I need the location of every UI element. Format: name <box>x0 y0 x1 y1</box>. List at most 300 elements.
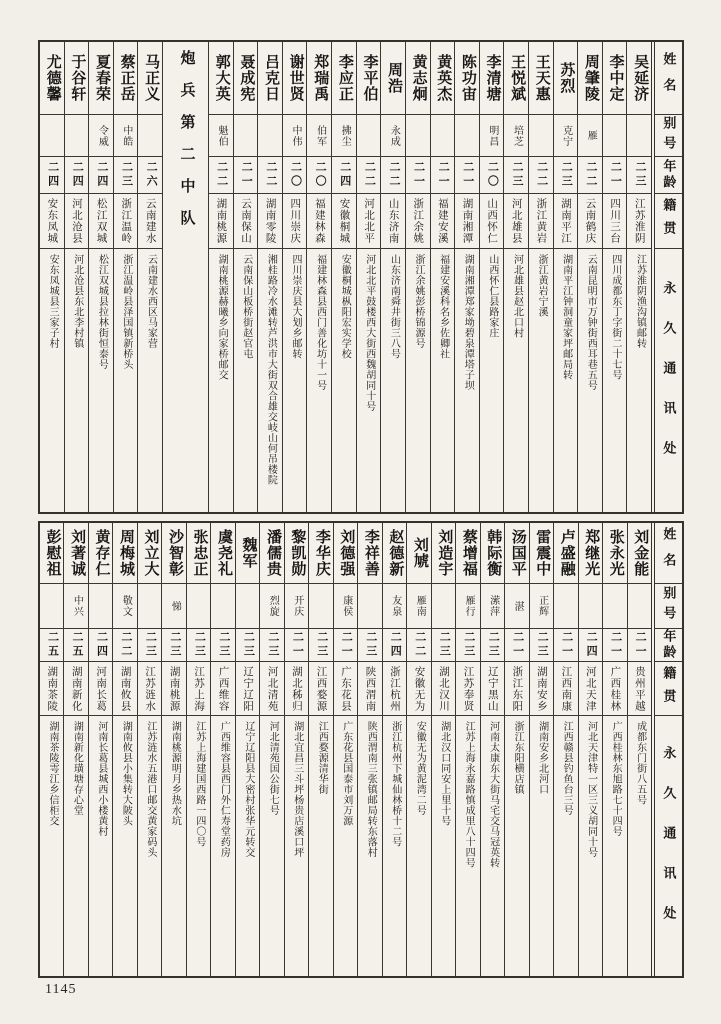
age-cell: 二一 <box>603 629 626 662</box>
age-cell: 二二 <box>113 629 136 662</box>
native-cell: 山西怀仁 <box>480 194 504 249</box>
age-cell: 二三 <box>138 629 161 662</box>
address-cell: 广西桂林东旭路七十四号 <box>610 721 622 837</box>
age-cell: 二四 <box>89 157 113 194</box>
person-column <box>627 523 651 976</box>
native-cell: 湖南零陵 <box>258 194 282 249</box>
age-cell: 二一 <box>285 629 308 662</box>
address-cell: 安东凤城县三家子村 <box>47 254 59 349</box>
person-column <box>356 42 381 512</box>
hao-cell: 令威 <box>89 115 113 157</box>
hao-cell: 雁 <box>578 115 602 157</box>
hao-cell <box>432 584 455 629</box>
native-cell: 贵州平越 <box>628 662 651 716</box>
name-cell: 黄英杰 <box>431 42 455 115</box>
age-cell: 二二 <box>529 157 553 194</box>
person-column <box>137 523 161 976</box>
address-cell: 河南长葛县城西小楼黄村 <box>95 721 107 837</box>
native-cell: 云南鹤庆 <box>578 194 602 249</box>
age-cell: 二六 <box>138 157 162 194</box>
address-cell: 云南建水西区马家营 <box>145 254 157 349</box>
native-cell: 河北北平 <box>357 194 381 249</box>
person-column <box>63 523 87 976</box>
header-age-label: 年龄 <box>655 157 682 194</box>
person-column <box>88 523 112 976</box>
name-cell: 刘虓 <box>407 523 430 584</box>
native-cell: 浙江杭州 <box>383 662 406 716</box>
name-cell: 王悦斌 <box>504 42 528 115</box>
header-native-label: 籍贯 <box>655 662 682 716</box>
hao-cell: 康侯 <box>334 584 357 629</box>
name-cell: 蔡正岳 <box>114 42 138 115</box>
address-cell: 云南昆明市万钟街西耳巷五号 <box>585 254 597 391</box>
person-column <box>64 42 89 512</box>
name-cell: 黄存仁 <box>89 523 112 584</box>
age-cell: 二四 <box>332 157 356 194</box>
name-cell: 李平伯 <box>357 42 381 115</box>
person-column <box>504 523 528 976</box>
person-column <box>257 42 282 512</box>
hao-cell <box>627 115 651 157</box>
hao-cell <box>211 584 234 629</box>
age-cell: 二一 <box>455 157 479 194</box>
hao-cell: 中伟 <box>283 115 307 157</box>
person-column <box>430 42 455 512</box>
header-address-label: 永久通讯处 <box>661 746 677 946</box>
native-cell: 四川三台 <box>603 194 627 249</box>
native-cell: 广东花县 <box>334 662 357 716</box>
hao-cell <box>431 115 455 157</box>
age-cell: 二三 <box>187 629 210 662</box>
name-cell: 郑瑞禹 <box>307 42 331 115</box>
age-cell: 二三 <box>114 157 138 194</box>
age-cell: 二四 <box>383 629 406 662</box>
address-cell: 江西婺源清华街 <box>316 721 328 795</box>
native-cell: 云南保山 <box>234 194 258 249</box>
native-cell: 河北清苑 <box>260 662 283 716</box>
header-hao-label: 别号 <box>655 584 682 629</box>
native-cell: 福建林森 <box>307 194 331 249</box>
native-cell: 陕西渭南 <box>358 662 381 716</box>
hao-cell: 魁伯 <box>209 115 233 157</box>
name-cell: 马正义 <box>138 42 162 115</box>
person-column <box>577 42 602 512</box>
name-cell: 李中定 <box>603 42 627 115</box>
hao-cell <box>358 584 381 629</box>
age-cell: 二三 <box>504 157 528 194</box>
hao-cell <box>603 115 627 157</box>
name-cell: 魏军 <box>236 523 259 584</box>
person-column <box>282 42 307 512</box>
age-cell: 二四 <box>89 629 112 662</box>
header-name-label: 姓名 <box>655 42 682 115</box>
hao-cell: 开庆 <box>285 584 308 629</box>
name-cell: 尤德馨 <box>40 42 64 115</box>
age-cell: 二二 <box>578 157 602 194</box>
native-cell: 浙江黄岩 <box>529 194 553 249</box>
name-cell: 刘立大 <box>138 523 161 584</box>
age-cell: 二三 <box>432 629 455 662</box>
page-number: 1145 <box>45 982 77 997</box>
native-cell: 江苏淮阴 <box>627 194 651 249</box>
native-cell: 辽宁辽阳 <box>236 662 259 716</box>
name-cell: 李应正 <box>332 42 356 115</box>
person-column <box>455 523 479 976</box>
age-cell: 二三 <box>481 629 504 662</box>
hao-cell <box>40 115 64 157</box>
name-cell: 郑继光 <box>579 523 602 584</box>
address-cell: 江苏上海永嘉路慎成里八十四号 <box>463 721 475 868</box>
age-cell: 二三 <box>211 629 234 662</box>
person-column <box>528 42 553 512</box>
person-column <box>88 42 113 512</box>
name-cell: 黎凯勋 <box>285 523 308 584</box>
roster-table-bottom <box>38 521 684 978</box>
hao-cell: 克宁 <box>554 115 578 157</box>
name-cell: 于谷轩 <box>65 42 89 115</box>
name-cell: 彭慰祖 <box>40 523 63 584</box>
native-cell: 广西维容 <box>211 662 234 716</box>
hao-cell <box>65 115 89 157</box>
person-column <box>553 523 577 976</box>
header-age-label: 年龄 <box>655 629 682 662</box>
name-cell: 雷震中 <box>530 523 553 584</box>
address-cell: 四川成都东丁字街二十七号 <box>609 254 621 380</box>
address-cell: 浙江黄岩宁溪 <box>536 254 548 317</box>
name-cell: 吕克日 <box>258 42 282 115</box>
header-native-label: 籍贯 <box>655 194 682 249</box>
hao-cell <box>554 584 577 629</box>
name-cell: 刘造宇 <box>432 523 455 584</box>
native-cell: 湖南新化 <box>64 662 87 716</box>
age-cell: 二三 <box>309 629 332 662</box>
native-cell: 安东凤城 <box>40 194 64 249</box>
age-cell: 二五 <box>40 629 63 662</box>
hao-cell <box>603 584 626 629</box>
address-cell: 浙江东阳横店镇 <box>512 721 524 795</box>
hao-cell: 雁南 <box>407 584 430 629</box>
address-cell: 河北沧县东北李村镇 <box>71 254 83 349</box>
person-column <box>113 42 138 512</box>
hao-cell: 伯军 <box>307 115 331 157</box>
age-cell: 二四 <box>65 157 89 194</box>
address-cell: 河北雄县赵北口村 <box>511 254 523 338</box>
address-cell: 福建安溪科名乡佐卿社 <box>437 254 449 359</box>
hao-cell <box>357 115 381 157</box>
hao-cell: 潆萍 <box>481 584 504 629</box>
unit-label: 炮兵第二中队 <box>178 50 195 242</box>
age-cell: 二一 <box>234 157 258 194</box>
native-cell: 河南长葛 <box>89 662 112 716</box>
native-cell: 湖南安乡 <box>530 662 553 716</box>
person-column <box>333 523 357 976</box>
address-cell: 湘桂路冷水滩转芦洪市大街双合雄交岐山何吊楼院 <box>265 254 277 485</box>
person-column <box>40 42 64 512</box>
age-cell: 二二 <box>381 157 405 194</box>
hao-cell <box>628 584 651 629</box>
address-cell: 湖南桃源明月乡热水坑 <box>169 721 181 826</box>
native-cell: 山东济南 <box>381 194 405 249</box>
hao-cell: 雁行 <box>456 584 479 629</box>
person-column <box>529 523 553 976</box>
age-cell: 二三 <box>456 629 479 662</box>
age-cell: 二二 <box>258 157 282 194</box>
address-cell: 河北天津特一区三义胡同十号 <box>585 721 597 858</box>
native-cell: 安徽无为 <box>407 662 430 716</box>
name-cell: 赵德新 <box>383 523 406 584</box>
person-column <box>137 42 162 512</box>
person-column <box>306 42 331 512</box>
address-cell: 广西维容县西门外仁寿堂药房 <box>218 721 230 858</box>
person-column <box>112 523 136 976</box>
address-cell: 河北清苑国公街七号 <box>267 721 279 816</box>
hao-cell <box>187 584 210 629</box>
name-cell: 韩际衡 <box>481 523 504 584</box>
native-cell: 辽宁黑山 <box>481 662 504 716</box>
native-cell: 安徽桐城 <box>332 194 356 249</box>
address-cell: 山东济南舜井街三八号 <box>388 254 400 359</box>
name-cell: 卢盛融 <box>554 523 577 584</box>
hao-cell: 永成 <box>381 115 405 157</box>
person-column <box>284 523 308 976</box>
person-column <box>331 42 356 512</box>
native-cell: 云南建水 <box>138 194 162 249</box>
name-cell: 谢世贤 <box>283 42 307 115</box>
hao-cell <box>234 115 258 157</box>
hao-cell: 中兴 <box>64 584 87 629</box>
address-cell: 四川崇庆县大划乡邮转 <box>289 254 301 359</box>
hao-cell <box>40 584 63 629</box>
person-column <box>259 523 283 976</box>
hao-cell <box>89 584 112 629</box>
native-cell: 湖南湘潭 <box>455 194 479 249</box>
address-cell: 湖南茶陵雩江乡信柜交 <box>46 721 58 826</box>
address-cell: 辽宁辽阳县大密村张华元转交 <box>242 721 254 858</box>
native-cell: 广西桂林 <box>603 662 626 716</box>
native-cell: 江苏上海 <box>187 662 210 716</box>
native-cell: 浙江东阳 <box>505 662 528 716</box>
name-cell: 李祥善 <box>358 523 381 584</box>
address-cell: 河南太康东大街马宅交马冠英转 <box>487 721 499 868</box>
name-cell: 夏春荣 <box>89 42 113 115</box>
native-cell: 江西婺源 <box>309 662 332 716</box>
name-cell: 刘著诚 <box>64 523 87 584</box>
hao-cell: 湛 <box>505 584 528 629</box>
age-cell: 二一 <box>603 157 627 194</box>
person-column <box>380 42 405 512</box>
person-column <box>235 523 259 976</box>
person-column <box>553 42 578 512</box>
person-column <box>479 42 504 512</box>
hao-cell <box>579 584 602 629</box>
header-column <box>651 42 682 512</box>
name-cell: 郭大英 <box>209 42 233 115</box>
age-cell: 二三 <box>162 629 185 662</box>
native-cell: 江西南康 <box>554 662 577 716</box>
person-column <box>602 42 627 512</box>
age-cell: 二三 <box>236 629 259 662</box>
native-cell: 湖南平江 <box>554 194 578 249</box>
address-cell: 湖南平江钟洞童家坪邮局转 <box>560 254 572 380</box>
native-cell: 江苏奉贤 <box>456 662 479 716</box>
address-cell: 江西赣县钓鱼台三号 <box>561 721 573 816</box>
roster-table-top <box>38 40 684 514</box>
name-cell: 汤国平 <box>505 523 528 584</box>
name-cell: 陈功宙 <box>455 42 479 115</box>
age-cell: 二一 <box>505 629 528 662</box>
address-cell: 安徽桐城枞阳宏实学校 <box>339 254 351 359</box>
address-cell: 云南保山板桥街赵官屯 <box>240 254 252 359</box>
person-column <box>210 523 234 976</box>
name-cell: 蔡增福 <box>456 523 479 584</box>
person-column <box>480 523 504 976</box>
name-cell: 李清塘 <box>480 42 504 115</box>
address-cell: 湖北宜昌三斗坪杨贵店溪口坪 <box>291 721 303 858</box>
address-cell: 山西怀仁县路家庄 <box>486 254 498 338</box>
age-cell: 二二 <box>407 629 430 662</box>
address-cell: 福建林森县西门善化坊十一号 <box>314 254 326 391</box>
native-cell: 松江双城 <box>89 194 113 249</box>
hao-cell: 烈旋 <box>260 584 283 629</box>
address-cell: 湖北汉口同安上里十号 <box>438 721 450 826</box>
name-cell: 张永光 <box>603 523 626 584</box>
age-cell: 二三 <box>554 157 578 194</box>
age-cell: 二三 <box>627 157 651 194</box>
name-cell: 潘儒贵 <box>260 523 283 584</box>
address-cell: 江苏上海建国西路一四〇号 <box>193 721 205 847</box>
age-cell: 二一 <box>334 629 357 662</box>
hao-cell: 友泉 <box>383 584 406 629</box>
address-cell: 成都东门街八五号 <box>634 721 646 805</box>
name-cell: 聂成宪 <box>234 42 258 115</box>
age-cell: 二四 <box>579 629 602 662</box>
person-column <box>208 42 233 512</box>
name-cell: 王天惠 <box>529 42 553 115</box>
native-cell: 福建安溪 <box>431 194 455 249</box>
age-cell: 二三 <box>358 629 381 662</box>
native-cell: 河北雄县 <box>504 194 528 249</box>
name-cell: 黄志炯 <box>406 42 430 115</box>
name-cell: 周梅城 <box>113 523 136 584</box>
age-cell: 二一 <box>431 157 455 194</box>
address-cell: 江苏淮阴渔沟镇邮转 <box>634 254 646 349</box>
age-cell: 二〇 <box>283 157 307 194</box>
name-cell: 沙智彰 <box>162 523 185 584</box>
address-cell: 河北北平鼓楼西大街西魏胡同十号 <box>363 254 375 412</box>
hao-cell <box>138 115 162 157</box>
name-cell: 周浩 <box>381 42 405 115</box>
person-column <box>626 42 651 512</box>
age-cell: 二二 <box>209 157 233 194</box>
hao-cell <box>236 584 259 629</box>
name-cell: 张忠正 <box>187 523 210 584</box>
person-column <box>602 523 626 976</box>
person-column <box>431 523 455 976</box>
person-column <box>578 523 602 976</box>
name-cell: 苏烈 <box>554 42 578 115</box>
header-column <box>651 523 682 976</box>
address-cell: 湖南湘潭郑家坳碧泉潭塔子坝 <box>462 254 474 391</box>
person-column <box>233 42 258 512</box>
hao-cell <box>309 584 332 629</box>
hao-cell <box>258 115 282 157</box>
person-column <box>357 523 381 976</box>
native-cell: 浙江温岭 <box>114 194 138 249</box>
hao-cell: 悌 <box>162 584 185 629</box>
age-cell: 二四 <box>40 157 64 194</box>
name-cell: 虞尧礼 <box>211 523 234 584</box>
address-cell: 湖南安乡北河口 <box>536 721 548 795</box>
age-cell: 二三 <box>530 629 553 662</box>
age-cell: 二〇 <box>307 157 331 194</box>
native-cell: 湖南桃源 <box>209 194 233 249</box>
person-column <box>406 523 430 976</box>
person-column <box>503 42 528 512</box>
hao-cell <box>529 115 553 157</box>
native-cell: 四川崇庆 <box>283 194 307 249</box>
address-cell: 湖南桃源赫曦乡向家桥邮交 <box>216 254 228 380</box>
header-name-label: 姓名 <box>655 523 682 584</box>
native-cell: 湖北汉川 <box>432 662 455 716</box>
person-column <box>186 523 210 976</box>
header-hao-label: 别号 <box>655 115 682 157</box>
name-cell: 李华庆 <box>309 523 332 584</box>
address-cell: 湖南新化璜塘存心堂 <box>71 721 83 816</box>
hao-cell: 培芝 <box>504 115 528 157</box>
address-cell: 广东花县国泰市刘万源 <box>340 721 352 826</box>
native-cell: 河北沧县 <box>65 194 89 249</box>
address-cell: 陕西渭南三张镇邮局转东落村 <box>365 721 377 858</box>
unit-label-column <box>162 42 208 512</box>
age-cell: 二三 <box>260 629 283 662</box>
address-cell: 湖南攸县小集转大陂头 <box>120 721 132 826</box>
hao-cell: 敬文 <box>113 584 136 629</box>
native-cell: 江苏涟水 <box>138 662 161 716</box>
person-column <box>308 523 332 976</box>
age-cell: 二一 <box>628 629 651 662</box>
age-cell: 二一 <box>406 157 430 194</box>
hao-cell: 拂尘 <box>332 115 356 157</box>
hao-cell: 中皓 <box>114 115 138 157</box>
person-column <box>405 42 430 512</box>
native-cell: 湖南茶陵 <box>40 662 63 716</box>
name-cell: 周肇陵 <box>578 42 602 115</box>
address-cell: 江苏涟水五港口邮交黄家码头 <box>144 721 156 858</box>
name-cell: 刘德强 <box>334 523 357 584</box>
age-cell: 二二 <box>357 157 381 194</box>
hao-cell <box>455 115 479 157</box>
address-cell: 浙江余姚彭桥锦源号 <box>413 254 425 349</box>
person-column <box>382 523 406 976</box>
person-column <box>454 42 479 512</box>
address-cell: 浙江杭州下城仙林桥十二号 <box>389 721 401 847</box>
age-cell: 二五 <box>64 629 87 662</box>
native-cell: 浙江余姚 <box>406 194 430 249</box>
native-cell: 湖南桃源 <box>162 662 185 716</box>
hao-cell: 明昌 <box>480 115 504 157</box>
name-cell: 吴延济 <box>627 42 651 115</box>
person-column <box>40 523 63 976</box>
address-cell: 安徽无为黄泥湾二号 <box>414 721 426 816</box>
address-cell: 松江双城县拉林街恒泰号 <box>96 254 108 370</box>
hao-cell <box>406 115 430 157</box>
hao-cell: 正辉 <box>530 584 553 629</box>
age-cell: 二一 <box>554 629 577 662</box>
person-column <box>161 523 185 976</box>
native-cell: 湖北秭归 <box>285 662 308 716</box>
age-cell: 二〇 <box>480 157 504 194</box>
address-cell: 浙江温岭县泽国镇新桥头 <box>120 254 132 370</box>
